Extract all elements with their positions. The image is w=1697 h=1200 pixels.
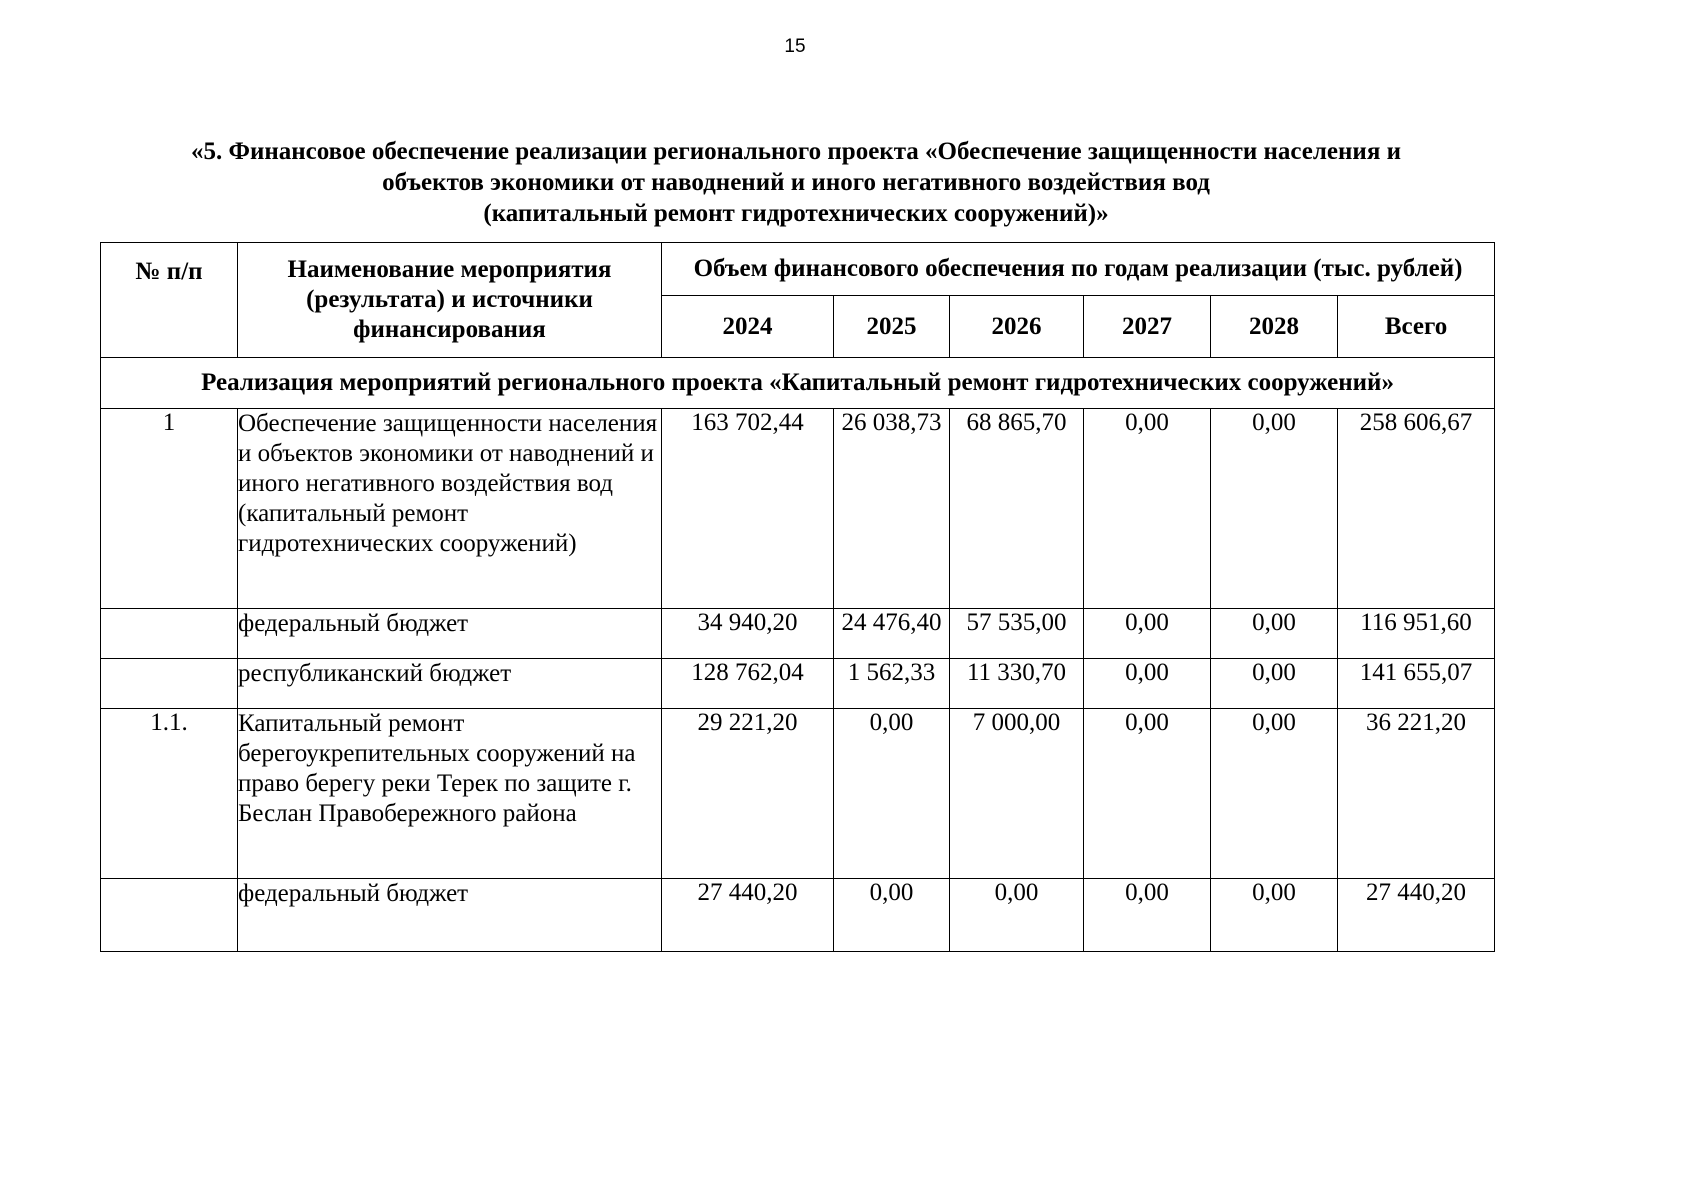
value-cell: 0,00 bbox=[1084, 409, 1211, 609]
title-line: (капитальный ремонт гидротехнических сооружений)» bbox=[483, 200, 1109, 227]
row-number bbox=[101, 879, 238, 952]
value-cell: 0,00 bbox=[1211, 879, 1338, 952]
value-cell: 163 702,44 bbox=[662, 409, 834, 609]
value-cell: 34 940,20 bbox=[662, 609, 834, 659]
value-cell: 29 221,20 bbox=[662, 709, 834, 879]
header-year: 2028 bbox=[1211, 296, 1338, 358]
value-cell: 0,00 bbox=[834, 879, 950, 952]
row-name: федеральный бюджет bbox=[238, 609, 662, 659]
value-cell: 1 562,33 bbox=[834, 659, 950, 709]
value-cell: 27 440,20 bbox=[662, 879, 834, 952]
table-row bbox=[101, 409, 1495, 609]
table-header bbox=[101, 243, 1495, 358]
row-name: Капитальный ремонт берегоукрепительных сооружений на право берегу реки Терек по защите г. Беслан Правобережного района bbox=[238, 709, 662, 879]
title-line: «5. Финансовое обеспечение реализации регионального проекта «Обеспечение защищенности населения и bbox=[191, 138, 1401, 165]
table-row bbox=[101, 609, 1495, 659]
total-cell: 258 606,67 bbox=[1338, 409, 1495, 609]
value-cell: 11 330,70 bbox=[950, 659, 1084, 709]
header-year: 2024 bbox=[662, 296, 834, 358]
total-cell: 27 440,20 bbox=[1338, 879, 1495, 952]
value-cell: 0,00 bbox=[1084, 709, 1211, 879]
value-cell: 0,00 bbox=[1084, 879, 1211, 952]
header-year: 2025 bbox=[834, 296, 950, 358]
value-cell: 0,00 bbox=[1211, 659, 1338, 709]
value-cell: 0,00 bbox=[1211, 709, 1338, 879]
value-cell: 128 762,04 bbox=[662, 659, 834, 709]
table-row bbox=[101, 709, 1495, 879]
value-cell: 0,00 bbox=[1211, 609, 1338, 659]
title-line: объектов экономики от наводнений и иного негативного воздействия вод bbox=[382, 169, 1210, 196]
total-cell: 36 221,20 bbox=[1338, 709, 1495, 879]
row-number bbox=[101, 609, 238, 659]
row-number bbox=[101, 659, 238, 709]
section-row bbox=[101, 358, 1495, 409]
header-year: 2026 bbox=[950, 296, 1084, 358]
value-cell: 0,00 bbox=[950, 879, 1084, 952]
total-cell: 116 951,60 bbox=[1338, 609, 1495, 659]
value-cell: 0,00 bbox=[1084, 659, 1211, 709]
header-funding-group: Объем финансового обеспечения по годам реализации (тыс. рублей) bbox=[662, 243, 1495, 296]
row-name: республиканский бюджет bbox=[238, 659, 662, 709]
value-cell: 0,00 bbox=[1211, 409, 1338, 609]
row-number: 1 bbox=[101, 409, 238, 609]
table-row bbox=[101, 659, 1495, 709]
value-cell: 7 000,00 bbox=[950, 709, 1084, 879]
page-number: 15 bbox=[784, 36, 806, 57]
header-number: № п/п bbox=[101, 243, 238, 358]
row-number: 1.1. bbox=[101, 709, 238, 879]
row-name: Обеспечение защищенности населения и объектов экономики от наводнений и иного негативного воздействия вод (капитальный ремонт гидротехнических сооружений) bbox=[238, 409, 662, 609]
row-name: федеральный бюджет bbox=[238, 879, 662, 952]
value-cell: 57 535,00 bbox=[950, 609, 1084, 659]
value-cell: 0,00 bbox=[834, 709, 950, 879]
header-name: Наименование мероприятия (результата) и источники финансирования bbox=[238, 243, 662, 358]
document-title bbox=[100, 136, 1492, 229]
value-cell: 24 476,40 bbox=[834, 609, 950, 659]
value-cell: 68 865,70 bbox=[950, 409, 1084, 609]
total-cell: 141 655,07 bbox=[1338, 659, 1495, 709]
value-cell: 0,00 bbox=[1084, 609, 1211, 659]
value-cell: 26 038,73 bbox=[834, 409, 950, 609]
header-year: 2027 bbox=[1084, 296, 1211, 358]
financing-table bbox=[100, 242, 1495, 952]
section-title: Реализация мероприятий регионального проекта «Капитальный ремонт гидротехнических сооружений» bbox=[101, 358, 1495, 409]
header-total: Всего bbox=[1338, 296, 1495, 358]
table-row bbox=[101, 879, 1495, 952]
